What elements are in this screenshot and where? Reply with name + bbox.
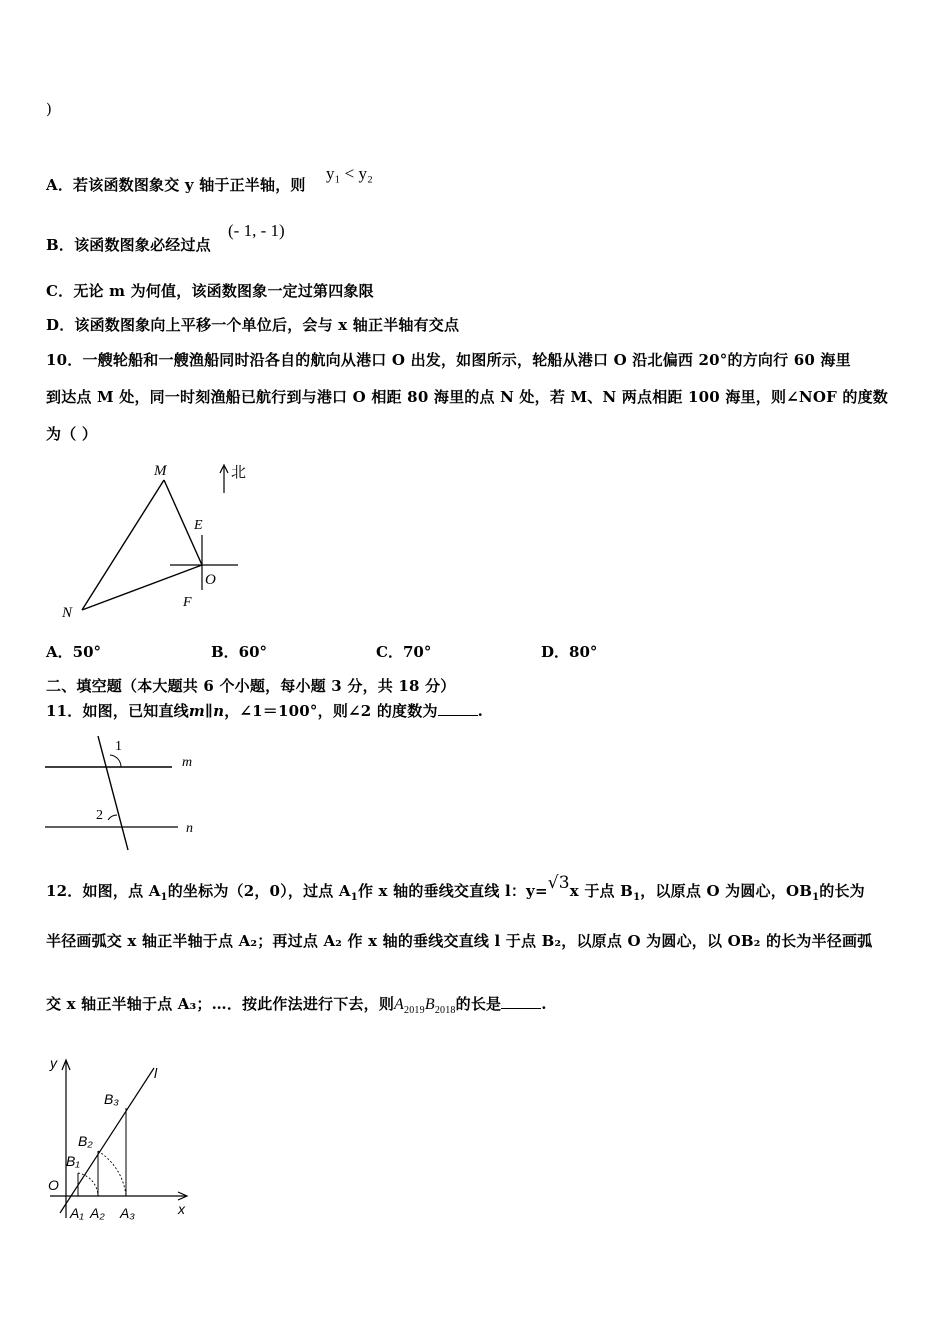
q12-arc-expression: [394, 996, 456, 1017]
transversal: [98, 736, 128, 850]
angle-2-label: 2: [96, 808, 103, 823]
label-A3: A₃: [120, 1205, 135, 1221]
label-north: 北: [231, 463, 247, 481]
q12-sub-b1: 1: [633, 892, 641, 903]
label-A1: A₁: [70, 1205, 84, 1221]
label-F: F: [183, 595, 192, 610]
q9-option-b-math: (- 1, - 1): [228, 221, 285, 240]
q12-line1-f: 的长为: [819, 882, 865, 900]
segment-MN: [82, 480, 164, 610]
label-M: M: [154, 463, 167, 479]
label-y: y: [50, 1055, 57, 1071]
label-N: N: [62, 605, 73, 621]
q12-line3-b: 的长是: [455, 995, 502, 1013]
q11-text: [46, 700, 483, 721]
q12-figure: [40, 1048, 210, 1228]
q12-arc-a: A: [394, 996, 405, 1013]
arc-B1A2: [78, 1173, 98, 1196]
q10-option-a: A．50°: [46, 643, 102, 661]
q11-figure: [40, 728, 210, 858]
q12-line1-e: ，以原点 O 为圆心，OB: [640, 882, 813, 900]
label-B3: B₃: [104, 1091, 119, 1107]
q12-end: .: [541, 995, 547, 1013]
q10-figure: [50, 455, 270, 625]
q10-line1: 10．一艘轮船和一艘渔船同时沿各自的航向从港口 O 出发，如图所示，轮船从港口 O 沿北偏西 20°的方向行 60 海里: [46, 351, 851, 369]
section-2-heading: 二、填空题（本大题共 6 个小题，每小题 3 分，共 18 分）: [46, 677, 456, 695]
line-n-label: n: [186, 821, 193, 836]
q9-option-d: D．该函数图象向上平移一个单位后，会与 x 轴正半轴有交点: [46, 316, 460, 334]
q9-option-c: C．无论 m 为何值，该函数图象一定过第四象限: [46, 282, 374, 300]
q12-line1: [46, 873, 865, 903]
q12-line2: 半径画弧交 x 轴正半轴于点 A₂；再过点 A₂ 作 x 轴的垂线交直线 l 于点 B₂，以原点 O 为圆心，以 OB₂ 的长为半径画弧: [46, 932, 873, 950]
label-B2: B₂: [78, 1133, 93, 1149]
q10-option-c: C．70°: [376, 643, 432, 661]
label-A2: A₂: [90, 1205, 105, 1221]
top-fragment: ): [46, 100, 53, 118]
q11-m: m: [188, 702, 205, 720]
arc-B2A3: [98, 1151, 126, 1196]
q12-line1-d: x 于点 B: [569, 882, 634, 900]
q12-line1-c: 作 x 轴的垂线交直线 l：y=: [357, 882, 548, 900]
label-origin: O: [48, 1177, 59, 1193]
q11-text-after: ，∠1＝100°，则∠2 的度数为: [224, 702, 438, 720]
q9-option-a-math: y₁ < y₂: [326, 164, 373, 183]
q9-option-b: [46, 234, 211, 255]
q12-sub-ob1: 1: [812, 892, 820, 903]
line-m-label: m: [182, 755, 193, 770]
q12-line1-a: 12．如图，点 A: [46, 882, 161, 900]
q9-option-a: [46, 174, 306, 195]
q12-line3: [46, 993, 547, 1016]
q12-arc-b: B: [424, 996, 435, 1013]
q11-text-before: 11．如图，已知直线: [46, 702, 189, 720]
q12-arc-a-sub: 2019: [404, 1005, 425, 1017]
label-E: E: [194, 518, 203, 533]
q10-option-b: B．60°: [211, 643, 268, 661]
angle-1-label: 1: [115, 739, 122, 754]
q12-sqrt: √3: [547, 873, 570, 893]
label-B1: B₁: [66, 1153, 80, 1169]
line-l: [60, 1068, 154, 1213]
angle-2-arc: [108, 815, 117, 820]
q12-sub-a1b: 1: [350, 892, 358, 903]
q12-arc-b-sub: 2018: [434, 1005, 456, 1017]
label-l: l: [154, 1065, 158, 1081]
q12-sub-a1: 1: [160, 892, 168, 903]
q11-n: n: [213, 702, 225, 720]
q12-line3-a: 交 x 轴正半轴于点 A₃；…．按此作法进行下去，则: [46, 995, 395, 1013]
q10-option-d: D．80°: [541, 643, 598, 661]
q11-answer-blank[interactable]: [438, 701, 478, 716]
q10-line3: 为（ ）: [46, 425, 98, 443]
q12-answer-blank[interactable]: [501, 994, 541, 1009]
q11-parallel: ∥: [204, 702, 214, 720]
q10-line2: 到达点 M 处，同一时刻渔船已航行到与港口 O 相距 80 海里的点 N 处，若 M、N 两点相距 100 海里，则∠NOF 的度数: [46, 388, 888, 406]
label-x: x: [178, 1201, 185, 1217]
q11-end: .: [477, 702, 484, 720]
label-O: O: [205, 572, 216, 588]
q12-line1-b: 的坐标为（2，0），过点 A: [167, 882, 351, 900]
q9-option-b-text: B．该函数图象必经过点: [46, 236, 211, 254]
angle-1-arc: [110, 755, 121, 767]
q9-option-a-text: A．若该函数图象交 y 轴于正半轴，则: [46, 176, 306, 194]
